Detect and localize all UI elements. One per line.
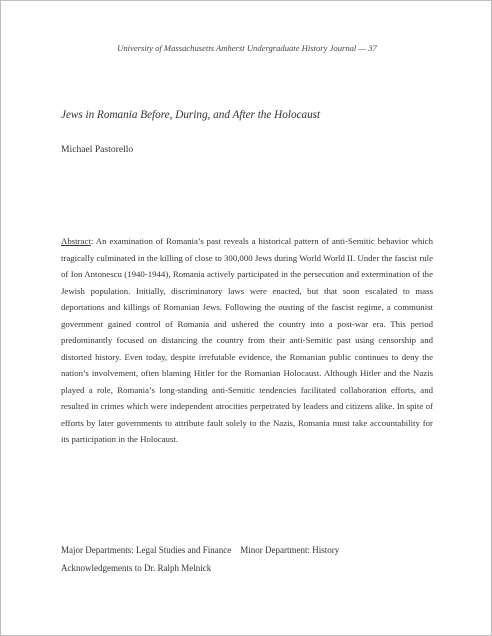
author-name: Michael Pastorello: [61, 144, 134, 155]
departments-line: [61, 545, 339, 555]
abstract-paragraph: [61, 233, 433, 448]
acknowledgements: Acknowledgements to Dr. Ralph Melnick: [61, 563, 212, 573]
abstract-label: Abstract: [61, 236, 91, 246]
abstract-separator: :: [90, 236, 96, 246]
minor-department: Minor Department: History: [240, 545, 340, 555]
major-departments: Major Departments: Legal Studies and Finance: [61, 545, 232, 555]
running-head: University of Massachusetts Amherst Undergraduate History Journal — 37: [117, 43, 377, 53]
article-title: Jews in Romania Before, During, and After the Holocaust: [61, 109, 321, 121]
abstract-text: An examination of Romania’s past reveals a historical pattern of anti-Semitic behavior which tragically culminated in the killing of close to 300,000 Jews during World World II. Under the fascist rule of Ion Antonescu (1940-1944), Romania actively participated in the persecution and extermination of the Jewish population. Initially, discriminatory laws were enacted, but that soon escalated to mass deportations and killings of Romanian Jews. Following the ousting of the fascist regime, a communist government gained control of Romania and ushered the country into a post-war era. This period predominantly focused on distancing the country from their anti-Semitic past using censorship and distorted history. Even today, despite irrefutable evidence, the Romanian public continues to deny the nation’s involvement, often blaming Hitler for the Romanian Holocaust. Although Hitler and the Nazis played a role, Romania’s long-standing anti-Semitic tendencies facilitated collaboration efforts, and resulted in crimes which were independent atrocities perpetrated by leaders and citizens alike. In spite of efforts by later governments to attribute fault solely to the Nazis, Romania must take accountability for its participation in the Holocaust.: [61, 236, 433, 444]
